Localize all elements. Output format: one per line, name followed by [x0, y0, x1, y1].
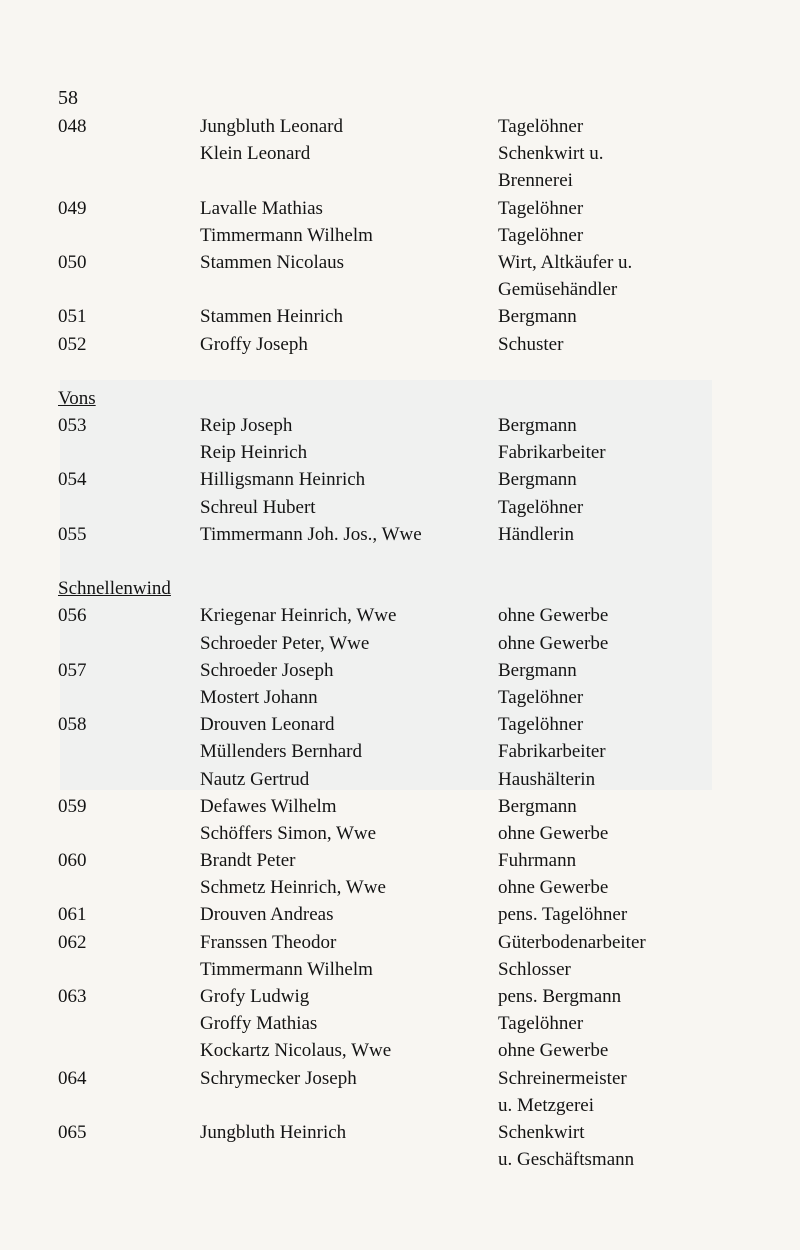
house-number: 054	[58, 469, 87, 491]
resident-name: Defawes Wilhelm	[200, 795, 337, 817]
register-row	[0, 711, 800, 738]
resident-name: Timmermann Wilhelm	[200, 958, 373, 980]
resident-name: Nautz Gertrud	[200, 768, 310, 790]
register-row	[0, 167, 800, 194]
occupation: Tagelöhner	[498, 496, 584, 518]
blank-line	[0, 548, 800, 575]
occupation: Schenkwirt u.	[498, 143, 604, 165]
register-row	[0, 657, 800, 684]
resident-name: Reip Joseph	[200, 415, 293, 437]
register-row	[0, 602, 800, 629]
register-row	[0, 820, 800, 847]
house-number: 052	[58, 333, 87, 355]
register-row	[0, 195, 800, 222]
resident-name: Klein Leonard	[200, 143, 311, 165]
occupation: Schreinermeister	[498, 1067, 627, 1089]
occupation: Gemüsehändler	[498, 279, 618, 301]
register-row	[0, 494, 800, 521]
occupation: Tagelöhner	[498, 686, 584, 708]
resident-name: Schrymecker Joseph	[200, 1067, 357, 1089]
register-row	[0, 1146, 800, 1173]
occupation: Händlerin	[498, 523, 574, 545]
house-number: 056	[58, 605, 87, 627]
resident-name: Groffy Mathias	[200, 1013, 318, 1035]
occupation: u. Geschäftsmann	[498, 1149, 635, 1171]
house-number: 053	[58, 415, 87, 437]
house-number: 065	[58, 1121, 87, 1143]
register-row	[0, 983, 800, 1010]
house-number: 064	[58, 1067, 87, 1089]
register-row	[0, 847, 800, 874]
occupation: pens. Tagelöhner	[498, 904, 628, 926]
occupation: Fabrikarbeiter	[498, 741, 606, 763]
blank-line	[0, 358, 800, 385]
register-row	[0, 874, 800, 901]
occupation: Schuster	[498, 333, 564, 355]
resident-name: Groffy Joseph	[200, 333, 308, 355]
register-row	[0, 901, 800, 928]
occupation: ohne Gewerbe	[498, 605, 609, 627]
register-row	[0, 412, 800, 439]
section-heading	[0, 575, 800, 602]
house-number: 063	[58, 986, 87, 1007]
register-row	[0, 113, 800, 140]
occupation: Schlosser	[498, 958, 571, 980]
resident-name: Kockartz Nicolaus, Wwe	[200, 1040, 392, 1062]
resident-name: Reip Heinrich	[200, 442, 308, 464]
resident-name: Schöffers Simon, Wwe	[200, 822, 377, 844]
resident-name: Mostert Johann	[200, 686, 318, 708]
register-row	[0, 466, 800, 493]
register-row	[0, 684, 800, 711]
occupation: Tagelöhner	[498, 1013, 584, 1035]
house-number: 059	[58, 795, 87, 817]
resident-name: Stammen Heinrich	[200, 306, 343, 328]
house-number: 058	[58, 714, 87, 736]
occupation: Bergmann	[498, 795, 577, 817]
house-number: 051	[58, 306, 87, 328]
occupation: ohne Gewerbe	[498, 877, 609, 899]
register-row	[0, 929, 800, 956]
occupation: ohne Gewerbe	[498, 1040, 609, 1062]
house-number: 055	[58, 523, 87, 545]
occupation: Fuhrmann	[498, 850, 577, 872]
resident-name: Schroeder Peter, Wwe	[200, 632, 370, 654]
register-row	[0, 1037, 800, 1064]
occupation: Bergmann	[498, 415, 577, 437]
register-row	[0, 249, 800, 276]
occupation: Tagelöhner	[498, 714, 584, 736]
section-heading-label: Schnellenwind	[58, 578, 171, 600]
house-number: 060	[58, 850, 87, 872]
register-row	[0, 521, 800, 548]
section-heading-label: Vons	[58, 387, 96, 409]
resident-name: Jungbluth Heinrich	[200, 1121, 347, 1143]
occupation: ohne Gewerbe	[498, 632, 609, 654]
house-number: 062	[58, 931, 87, 953]
occupation: pens. Bergmann	[498, 986, 622, 1007]
resident-name: Timmermann Joh. Jos., Wwe	[200, 523, 422, 545]
register-row	[0, 1065, 800, 1092]
occupation: ohne Gewerbe	[498, 822, 609, 844]
occupation: Tagelöhner	[498, 116, 584, 137]
register-row	[0, 956, 800, 983]
register-row	[0, 303, 800, 330]
occupation: Brennerei	[498, 170, 573, 192]
register-row	[0, 1092, 800, 1119]
house-number: 061	[58, 904, 87, 926]
page-number: 58	[58, 87, 78, 109]
house-number: 049	[58, 197, 87, 219]
resident-name: Drouven Andreas	[200, 904, 334, 926]
register-row	[0, 222, 800, 249]
resident-name: Schreul Hubert	[200, 496, 316, 518]
occupation: Bergmann	[498, 306, 577, 328]
occupation: Haushälterin	[498, 768, 596, 790]
resident-name: Timmermann Wilhelm	[200, 224, 373, 246]
resident-name: Hilligsmann Heinrich	[200, 469, 366, 491]
occupation: Bergmann	[498, 469, 577, 491]
house-number: 057	[58, 659, 87, 681]
register-row	[0, 276, 800, 303]
occupation: Schenkwirt	[498, 1121, 585, 1143]
resident-name: Müllenders Bernhard	[200, 741, 362, 763]
house-number: 050	[58, 251, 87, 273]
occupation: Tagelöhner	[498, 197, 584, 219]
section-heading	[0, 385, 800, 412]
house-number: 048	[58, 116, 87, 137]
register-row	[0, 1010, 800, 1037]
resident-name: Jungbluth Leonard	[200, 116, 344, 137]
occupation: u. Metzgerei	[498, 1094, 595, 1116]
resident-name: Schroeder Joseph	[200, 659, 334, 681]
occupation: Tagelöhner	[498, 224, 584, 246]
register-row	[0, 793, 800, 820]
register-row	[0, 331, 800, 358]
register-row	[0, 439, 800, 466]
register-row	[0, 766, 800, 793]
resident-name: Kriegenar Heinrich, Wwe	[200, 605, 397, 627]
resident-name: Franssen Theodor	[200, 931, 337, 953]
resident-name: Stammen Nicolaus	[200, 251, 345, 273]
register-row	[0, 630, 800, 657]
resident-name: Drouven Leonard	[200, 714, 335, 736]
register-list	[0, 113, 800, 1173]
occupation: Güterbodenarbeiter	[498, 931, 646, 953]
occupation: Wirt, Altkäufer u.	[498, 251, 633, 273]
register-row	[0, 738, 800, 765]
resident-name: Schmetz Heinrich, Wwe	[200, 877, 386, 899]
resident-name: Grofy Ludwig	[200, 986, 310, 1007]
register-row	[0, 140, 800, 167]
resident-name: Brandt Peter	[200, 850, 296, 872]
resident-name: Lavalle Mathias	[200, 197, 323, 219]
occupation: Bergmann	[498, 659, 577, 681]
register-row	[0, 1119, 800, 1146]
occupation: Fabrikarbeiter	[498, 442, 606, 464]
